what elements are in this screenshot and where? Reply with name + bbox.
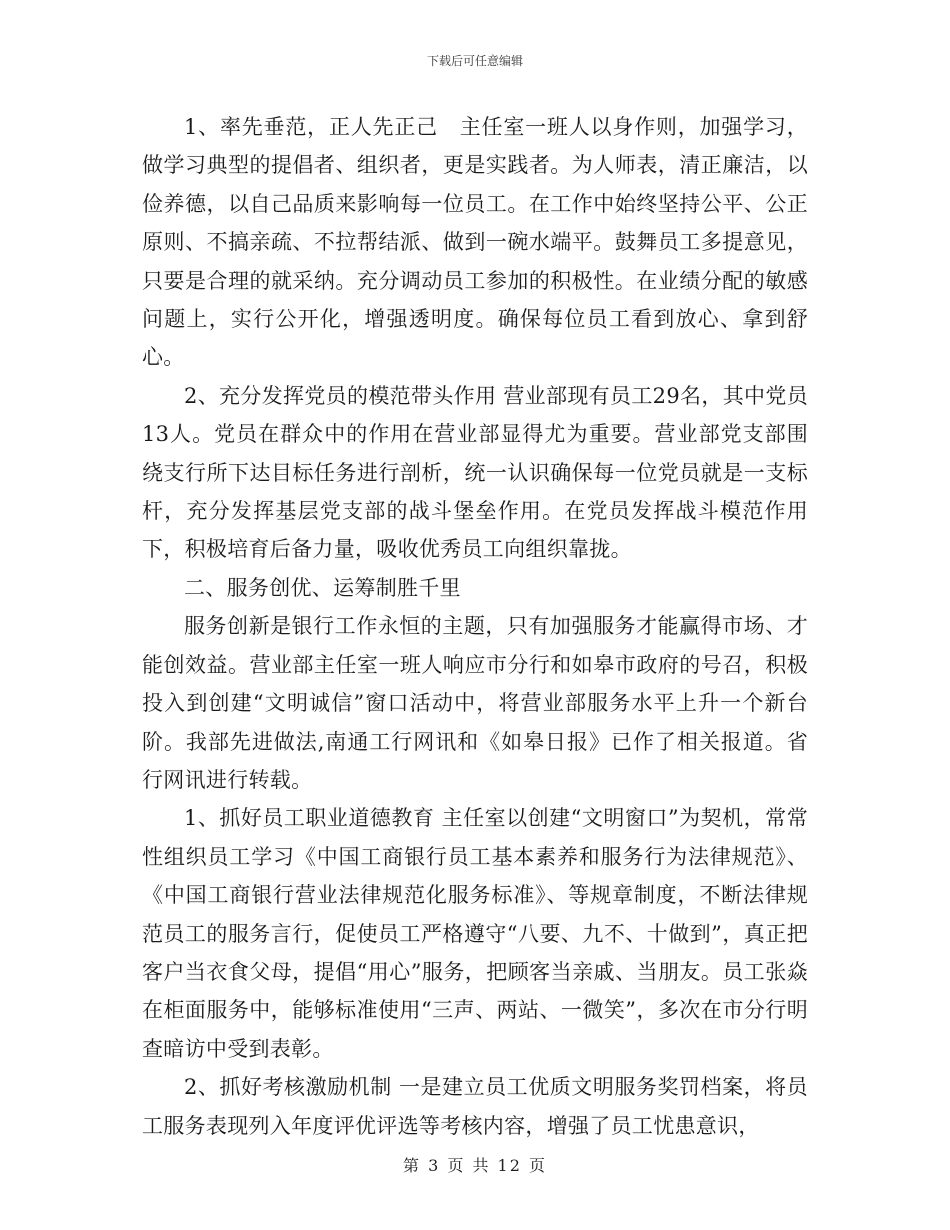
section-heading-service: 二、服务创优、运筹制胜千里 — [184, 575, 461, 600]
paragraph-incentive-mechanism: 2、抓好考核激励机制 一是建立员工优质文明服务奖罚档案，将员工服务表现列入年度评优评选等考核内容，增强了员工忧患意识， — [142, 1075, 808, 1138]
paragraph-party-members: 2、充分发挥党员的模范带头作用 营业部现有员工29名，其中党员13人。党员在群众中的作用在营业部显得尤为重要。营业部党支部围绕支行所下达目标任务进行剖析，统一认识确保每一位党员就是一支标杆，充分发挥基层党支部的战斗堡垒作用。在党员发挥战斗模范作用下，积极培育后备力量，吸收优秀员工向组织靠拢。 — [142, 383, 808, 562]
paragraph-service-innovation: 服务创新是银行工作永恒的主题，只有加强服务才能赢得市场、才能创效益。营业部主任室一班人响应市分行和如皋市政府的号召，积极投入到创建“文明诚信”窗口活动中，将营业部服务水平上升一个新台阶。我部先进做法,南通工行网讯和《如皋日报》已作了相关报道。省行网讯进行转载。 — [142, 614, 808, 792]
paragraph-lead-by-example: 1、率先垂范，正人先正己 主任室一班人以身作则，加强学习，做学习典型的提倡者、组织者，更是实践者。为人师表，清正廉洁，以俭养德，以自己品质来影响每一位员工。在工作中始终坚持公平、公正原则、不搞亲疏、不拉帮结派、做到一碗水端平。鼓舞员工多提意见，只要是合理的就采纳。充分调动员工参加的积极性。在业绩分配的敏感问题上，实行公开化，增强透明度。确保每位员工看到放心、拿到舒心。 — [142, 115, 808, 370]
page-header: 下载后可任意编辑 — [426, 54, 523, 68]
page-footer: 第 3 页 共 12 页 — [403, 1156, 547, 1175]
paragraph-ethics-education: 1、抓好员工职业道德教育 主任室以创建“文明窗口”为契机，常常性组织员工学习《中国工商银行员工基本素养和服务行为法律规范》、《中国工商银行营业法律规范化服务标准》、等规章制度，不断法律规范员工的服务言行，促使员工严格遵守“八要、九不、十做到”，真正把客户当衣食父母，提倡“用心”服务，把顾客当亲戚、当朋友。员工张焱在柜面服务中，能够标准使用“三声、两站、一微笑”，多次在市分行明查暗访中受到表彰。 — [142, 806, 808, 1061]
document-body — [142, 108, 808, 1145]
